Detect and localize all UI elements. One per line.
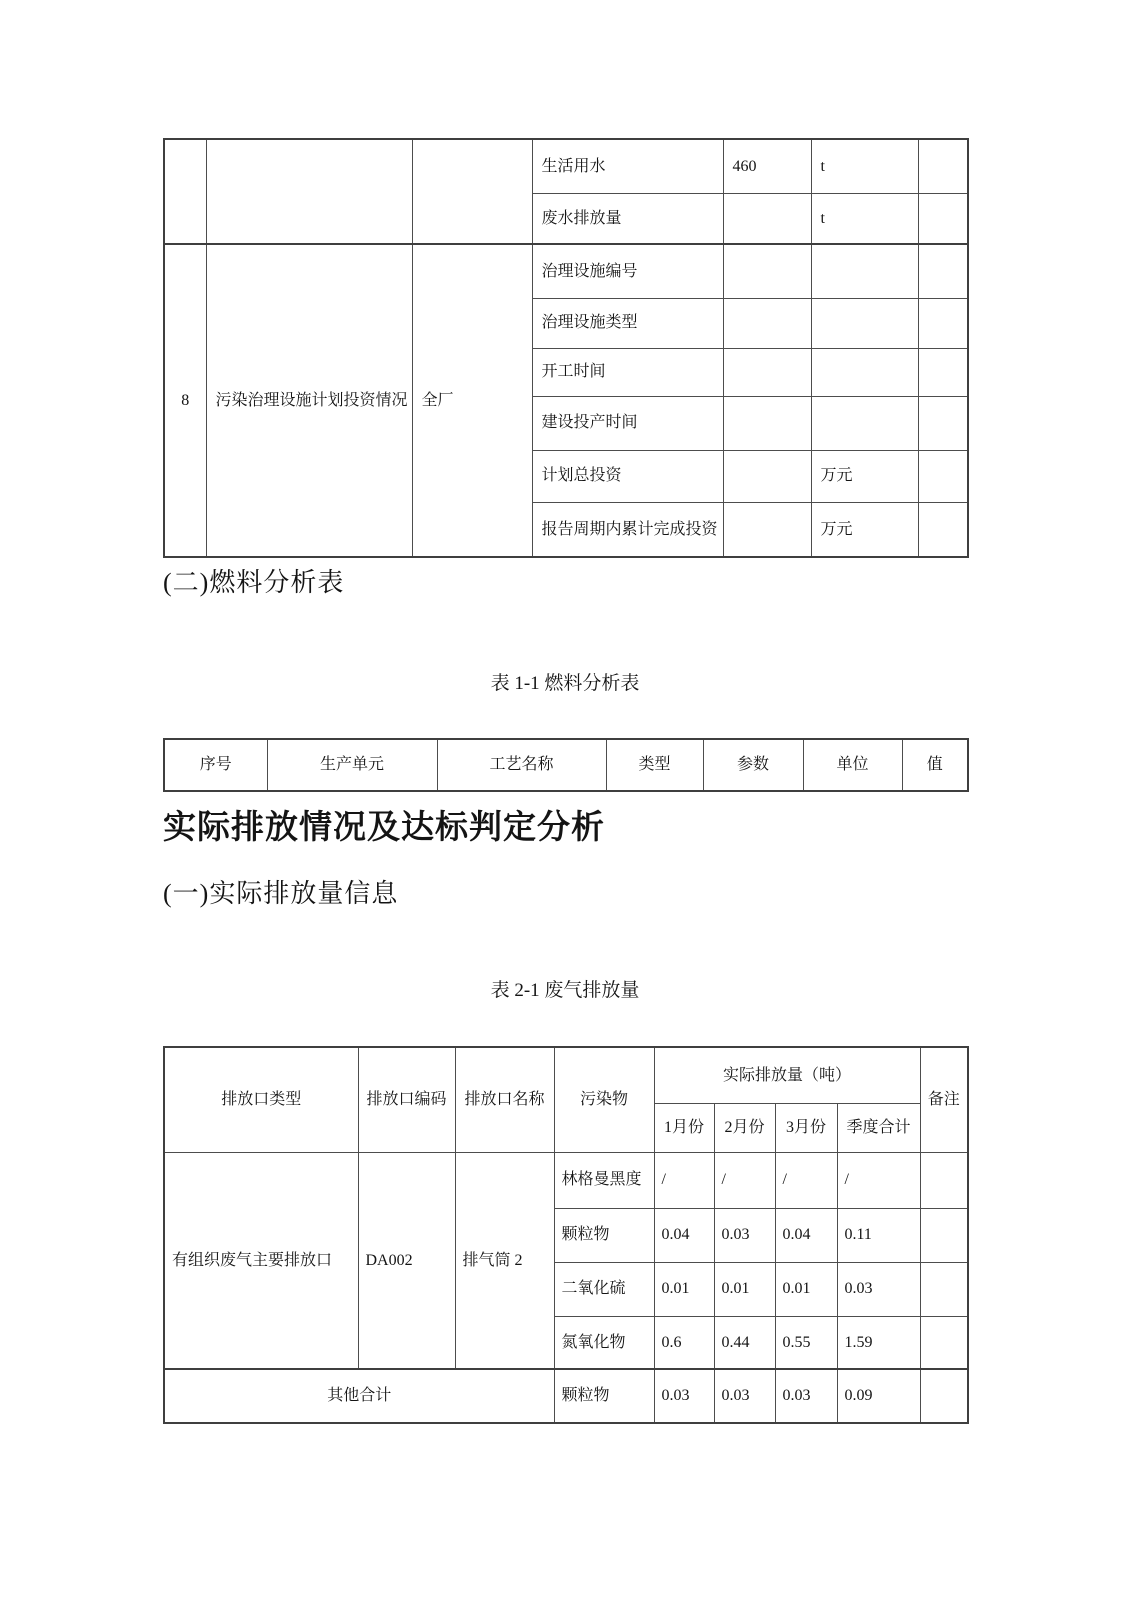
item-remark: [918, 244, 968, 298]
remark-cell: [920, 1262, 968, 1316]
value-month-3: 0.01: [775, 1262, 837, 1316]
item-value: [723, 298, 811, 348]
column-header: 单位: [803, 739, 902, 791]
value-month-2: 0.44: [714, 1316, 775, 1369]
column-header-remark: 备注: [920, 1047, 968, 1152]
value-quarter-total: 1.59: [837, 1316, 920, 1369]
other-total-label: 其他合计: [164, 1369, 554, 1423]
column-header-outlet-code: 排放口编码: [358, 1047, 455, 1152]
remark-cell: [920, 1208, 968, 1262]
column-header-pollutant: 污染物: [554, 1047, 654, 1152]
emission-table-title: 表 2-1 废气排放量: [490, 980, 640, 1001]
pollutant-name: 氮氧化物: [554, 1316, 654, 1369]
remark-cell: [920, 1152, 968, 1208]
value-month-1: 0.03: [654, 1369, 714, 1423]
outlet-name-cell: 排气筒 2: [455, 1152, 554, 1369]
item-remark: [918, 139, 968, 193]
table-row: [164, 139, 968, 193]
value-month-2: 0.03: [714, 1208, 775, 1262]
item-remark: [918, 298, 968, 348]
fuel-section-heading: (二)燃料分析表: [163, 568, 345, 597]
value-month-1: 0.01: [654, 1262, 714, 1316]
column-header: 值: [902, 739, 968, 791]
column-header: 类型: [606, 739, 703, 791]
item-unit: [811, 244, 918, 298]
item-label: 废水排放量: [532, 193, 723, 244]
item-unit: [811, 396, 918, 450]
item-label: 治理设施编号: [532, 244, 723, 298]
item-unit: 万元: [811, 502, 918, 557]
table-row: [164, 244, 968, 298]
item-value: 460: [723, 139, 811, 193]
remark-cell: [920, 1369, 968, 1423]
section-name-cell: 污染治理设施计划投资情况: [206, 244, 412, 557]
item-label: 计划总投资: [532, 450, 723, 502]
item-value: [723, 348, 811, 396]
item-label: 报告周期内累计完成投资: [532, 502, 723, 557]
value-month-2: 0.03: [714, 1369, 775, 1423]
item-remark: [918, 502, 968, 557]
main-heading: 实际排放情况及达标判定分析: [163, 810, 605, 846]
remark-cell: [920, 1316, 968, 1369]
item-label: 治理设施类型: [532, 298, 723, 348]
item-value: [723, 193, 811, 244]
item-remark: [918, 450, 968, 502]
value-month-3: 0.55: [775, 1316, 837, 1369]
facility-info-table: [163, 138, 969, 558]
item-unit: t: [811, 139, 918, 193]
outlet-code-cell: DA002: [358, 1152, 455, 1369]
outlet-type-cell: 有组织废气主要排放口: [164, 1152, 358, 1369]
value-month-3: 0.03: [775, 1369, 837, 1423]
section-scope-cell: 全厂: [412, 244, 532, 557]
column-header: 序号: [164, 739, 267, 791]
column-header-month-1: 1月份: [654, 1103, 714, 1152]
column-header: 工艺名称: [437, 739, 606, 791]
value-month-3: 0.04: [775, 1208, 837, 1262]
fuel-analysis-table: [163, 738, 969, 792]
item-value: [723, 450, 811, 502]
row-index-cell: [164, 139, 206, 244]
pollutant-name: 林格曼黑度: [554, 1152, 654, 1208]
value-quarter-total: /: [837, 1152, 920, 1208]
column-header-month-3: 3月份: [775, 1103, 837, 1152]
value-month-3: /: [775, 1152, 837, 1208]
waste-gas-emission-table: [163, 1046, 969, 1424]
column-header: 参数: [703, 739, 803, 791]
column-header-month-2: 2月份: [714, 1103, 775, 1152]
value-month-2: /: [714, 1152, 775, 1208]
column-header-outlet-name: 排放口名称: [455, 1047, 554, 1152]
item-value: [723, 396, 811, 450]
item-remark: [918, 193, 968, 244]
value-month-1: /: [654, 1152, 714, 1208]
item-label: 生活用水: [532, 139, 723, 193]
item-value: [723, 502, 811, 557]
value-month-2: 0.01: [714, 1262, 775, 1316]
value-quarter-total: 0.09: [837, 1369, 920, 1423]
value-month-1: 0.6: [654, 1316, 714, 1369]
value-month-1: 0.04: [654, 1208, 714, 1262]
pollutant-name: 颗粒物: [554, 1369, 654, 1423]
section-scope-cell: [412, 139, 532, 244]
item-value: [723, 244, 811, 298]
item-unit: [811, 298, 918, 348]
value-quarter-total: 0.03: [837, 1262, 920, 1316]
actual-emission-section-heading: (一)实际排放量信息: [163, 879, 399, 908]
table-header-row: [164, 1047, 968, 1103]
fuel-table-title: 表 1-1 燃料分析表: [490, 673, 640, 694]
value-quarter-total: 0.11: [837, 1208, 920, 1262]
item-unit: 万元: [811, 450, 918, 502]
column-header-quarter-total: 季度合计: [837, 1103, 920, 1152]
item-label: 建设投产时间: [532, 396, 723, 450]
section-name-cell: [206, 139, 412, 244]
item-label: 开工时间: [532, 348, 723, 396]
column-header: 生产单元: [267, 739, 437, 791]
item-unit: [811, 348, 918, 396]
row-index-cell: 8: [164, 244, 206, 557]
item-remark: [918, 348, 968, 396]
pollutant-name: 二氧化硫: [554, 1262, 654, 1316]
item-unit: t: [811, 193, 918, 244]
column-header-outlet-type: 排放口类型: [164, 1047, 358, 1152]
table-header-row: [164, 739, 968, 791]
table-row: [164, 1152, 968, 1208]
table-row-other-total: [164, 1369, 968, 1423]
column-header-actual-amount: 实际排放量（吨）: [654, 1047, 920, 1103]
item-remark: [918, 396, 968, 450]
pollutant-name: 颗粒物: [554, 1208, 654, 1262]
